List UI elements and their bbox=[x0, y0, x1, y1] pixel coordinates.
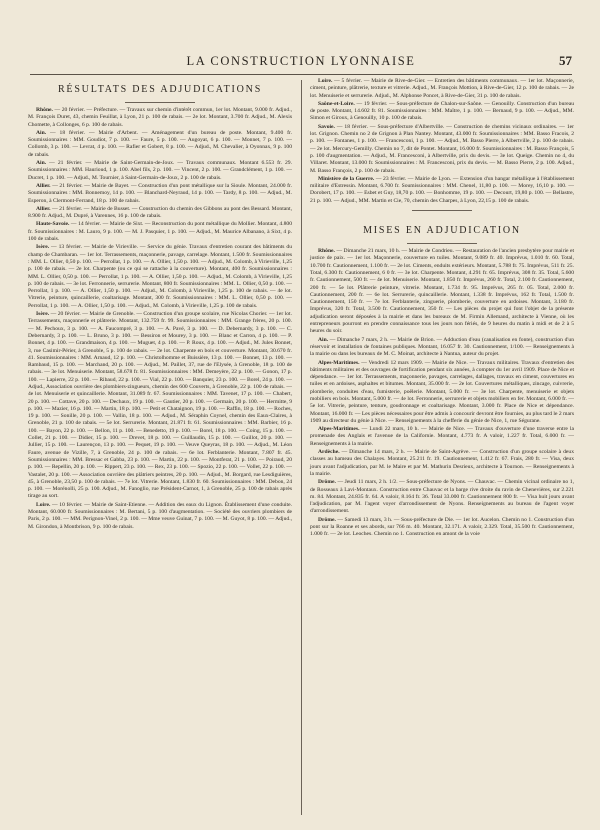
entry-department: Alpes-Maritimes. bbox=[318, 426, 360, 433]
notice-entry bbox=[310, 248, 574, 336]
entry-department: Isère. bbox=[36, 244, 50, 251]
entry-department: Ain. bbox=[318, 336, 329, 343]
notice-entry bbox=[310, 449, 574, 478]
entry-text: — 18 février. — Sous-préfecture d'Albertville. — Construction de chemins vicinaux ordinaires. — 1er lot. Grignon. Chemin no 2 de Grignon à Plan Nantey. Montant, 43.000 fr. Soumissionnaires : MM. Basso Fracois, 2 p. 100. — Fontanes, 1 p. 100. — Francesconi, 1 p. 100. — Adjud., M. Basso Pierre, à Albertville, 2 p. 100 de rabais. — 2e lot. Mercury-Gemilly. Chemin no 7, dit de Pontet. Montant, 16.000 fr. Soumissionnaires : M. Basso François, 5 p. 100 d'augmentation. — Adjud., M. Francesconi, à Albertville, prix du devis. — 3e lot. Queige. Chemin no 4, du Villaret. Montant, 13.000 fr. Soumissionnaires : M. Francesconi, prix du devis. — M. Basso Pierre, 2 p. 100. Adjud., M. Basso François, 2 p. 100 de rabais. bbox=[310, 123, 574, 174]
header-rule bbox=[30, 74, 572, 75]
entry-text: — 10 février. — Mairie de Saint-Etienne. — Addition des eaux du Lignon. Établissement d'une conduite. Montant, 60.000 fr. Soumissionnaires : M. Bertani, 5 p. 100 d'augmentation. — Société des ouvriers plombiers de Paris, 2 p. 100. — MM. Perignon-Vinel, 2 p. 100. — Mme veuve Guinat, 7 p. 100. — M. Guyot, 8 p. 100. — Adjud., M. Girondon, à Montbrison, 9 p. 100 de rabais. bbox=[28, 501, 292, 530]
entry-department: Ministère de la Guerre. bbox=[318, 175, 375, 182]
entry-department: Alpes-Maritimes. bbox=[318, 359, 360, 366]
entry-department: Saône-et-Loire. bbox=[318, 100, 355, 107]
notice-entry bbox=[310, 78, 574, 100]
notice-entry bbox=[28, 130, 292, 159]
entry-text: — 13 février. — Mairie de Virieville. — Service du génie. Travaux d'entretien courant des bâtiments du champ de Chambaran. — 1er lot. Terrassements, maçonnerie, pavage, carrelage. Montant, 1.500 fr. Soumissionnaires : MM. L. Ollier, 0,50 p. 100. — Perrollat, 1 p. 100. — A. Ollier, 1,50 p. 100. — Adjud., M. Colomb, à Virieville, 1,25 p. 100 de rabais. — 2e lot. Charpente (ou ce qui se rattache à la couverture). Montant, 400 fr. Soumissionnaires : MM. L. Ollier, 0,50 p. 100. — Perrollat, 1 p. 100. — A. Ollier, 1,50 p. 100. — Adjud., M. Colomb, à Virieville, 1,25 p. 100 de rabais. — 3e lot. Ferronnerie, serrurerie. Montant, 800 fr. Soumissionnaires : MM. L. Ollier, 0,50 p. 100. — Perrollat, 1 p. 100. — A. Ollier, 1,50 p. 100. — Adjud., M. Colomb, à Virieville, 1,25 p. 100 de rabais. — 4e lot. Vitrerie, peinture, quincaillerie, coaltarisage. Montant, 300 fr. Soumissionnaires : MM. L. Ollier, 0,50 p. 100. — Perrollat, 1 p. 100. — A. Ollier, 1,50 p. 100. — Adjud., M. Colomb, à Virieville, 1,25 p. 100 de rabais. bbox=[28, 244, 292, 309]
entry-text: — Vendredi 12 mars 1909. — Mairie de Nice. — Travaux militaires. Travaux d'entretien des bâtiments militaires et des ouvrages de fortification pendant six années, à compter du 1er avril 1909. Place de Nice et dépendance. — 1er lot. Terrassements, maçonnerie, pavages, carrelages, dallages, travaux en ciment, couvertures en tuiles et en ardoises, asphaltes et bitumes. Montant, 35.000 fr. — 2e lot. Couvertures métalliques, zincage, cuivrerie, plomberie, conduites d'eau, fumisterie, poêlerie. Montant, 5.000 fr. — 3e lot. Charpente, menuiserie et objets mobiliers en bois. Montant, 5.000 fr. — 4e lot. Ferronnerie, serrurerie et objets mobiliers en fer. Montant, 6.000 fr. — 5e lot. Vitrerie, peinture, tenture, goudronnage et coaltarisage. Montant, 3.000 fr. Place de Nice et dépendance. Montant, 16.000 fr. — Les pièces nécessaires pour être admis à concourir devront être fournies, au plus tard le 2 mars 1909 au directeur du génie à Nice. — Renseignements à la chefferie du génie de Nice, 1, rue Ségurane. bbox=[310, 359, 574, 424]
entry-text: — 21 février. — Mairie de Busset. — Construction du chemin des Gibbons au pont des Bessard. Montant, 8.900 fr. Adjud., M. Dupré, à Varennes, 16 p. 100 de rabais. bbox=[28, 205, 292, 220]
entry-text: — Samedi 13 mars, 3 h. — Sous-préfecture de Die. — 1er lot. Aucelon. Chemin no 1. Construction d'un pont sur la Roanne et ses abords, sur 766 m. 40. Montant, 32.171. A valoir, 2.329. Total, 35.500 fr. Cautionnement, 1.000 fr. — 2e lot. Leoches. Chemin no 1. Construction en amont de la voie bbox=[310, 516, 574, 538]
notice-entry bbox=[28, 221, 292, 243]
entry-department: Ain. bbox=[36, 129, 47, 136]
entry-text: — 18 février. — Mairie d'Arbent. — Aménagement d'un bureau de poste. Montant, 9.400 fr. Soumissionnaires : MM. Goudiot, 7 p. 100. — Faure, 5 p. 100. — Augoyat, 6 p. 100. — Monnet, 7 p. 100. — Collomb, 3 p. 100. — Levrat, 4 p. 100. — Rafier et Gobert, 8 p. 100. — Adjud., M. Chevalier, à Oyonnax, 9 p. 100 de rabais. bbox=[28, 129, 292, 158]
entry-text: — 20 février. — Préfecture. — Travaux sur chemin d'intérêt commun, 1er lot. Montant, 9.000 fr. Adjud., M. François Duret, 43, chemin Feuillat, à Lyon, 21 p. 100 de rabais. — 2e lot. Montant, 3.700 fr. Adjud., M. Alexis Chomette, à Collonges, 6 p. 100 de rabais. bbox=[28, 107, 292, 128]
entry-department: Ain. bbox=[36, 160, 47, 167]
left-column bbox=[28, 78, 292, 532]
entry-department: Ardèche. bbox=[318, 449, 340, 456]
right-column bbox=[310, 78, 574, 540]
entry-department: Savoie. bbox=[318, 123, 335, 130]
notice-entry bbox=[310, 176, 574, 205]
left-entries bbox=[28, 107, 292, 531]
notice-entry bbox=[310, 517, 574, 539]
entry-text: — Dimanche 7 mars, 2 h. — Mairie de Brion. — Adduction d'eau (canalisation en fonte), construction d'un réservoir et installation de fontaines publiques. Montant, 16.057 fr. 30. Cautionnement, 1/100. — Renseignements à la mairie ou dans les bureaux de M. C. Moinat, architecte à Nantua, auteur du projet. bbox=[310, 336, 574, 358]
entry-text: — Dimanche 14 mars, 2 h. — Mairie de Saint-Agrève. — Construction d'un groupe scolaire à deux classes au hameau des Chalayes. Montant, 25.211 fr. 19. Cautionnement, 1.412 fr. 67. Frais, 280 fr. — Visa, deux jours avant l'adjudication, par M. le Maire et par M. Mathurin Desrieux, architecte à Tournon. — Renseignements à la mairie. bbox=[310, 449, 574, 477]
entry-department: Haute-Savoie. bbox=[36, 221, 70, 228]
entry-department: Isère. bbox=[36, 311, 50, 318]
separator-ornament bbox=[310, 207, 574, 215]
page-header bbox=[30, 54, 572, 74]
section-title-mises: MISES EN ADJUDICATION bbox=[363, 225, 521, 237]
entry-text: — Dimanche 21 mars, 10 h. — Mairie de Condrieu. — Restauration de l'ancien presbytère pour mairie et justice de paix. — 1er lot. Maçonnerie, couverture en tuiles. Montant, 9.089 fr. 40. Imprévus, 1.010 fr. 60. Total, 10.700 fr. Cautionnement, 1.100 fr. — 2e lot. Ciments, enduits extérieurs. Montant, 5.788 fr. 75. Imprévus, 511 fr. 25. Total, 6.300 fr. Cautionnement, 6 0 fr. — 3e lot. Charpente. Montant, 4.291 fr. 65. Imprévus, 308 fr. 35. Total, 5.600 fr. Cautionnement, 500 fr. — 4e lot. Menuiserie. Montant, 1.850 fr. Imprévus, 260 fr. Total, 2.100 fr. Cautionnement, 200 fr. — 5e lot. Plâtrerie peinture, vitrerie. Montant, 1.734 fr. 95. Imprévus, 265 fr. 05. Total, 2.000 fr. Cautionnement, 200 fr. — 6e lot. Serrurerie, quincaillerie. Montant, 1.338 fr. Imprévus, 162 fr. Total, 1.500 fr. Cautionnement, 150 fr. — 7e lot. Ferblanterie, zinguerie, plomberie, couverture en ardoises. Montant, 3.180 fr. Imprévus, 320 fr. Total, 3.500 fr. Cautionnement, 350 fr. — Les pièces du projet qui font l'objet de la présente adjudication seront déposées à la mairie et dans les bureaux de M. Firmin Allemand, architecte à Vienne, où les entrepreneurs pourront en prendre connaissance tous les jours non fériés, de 9 heures du matin à midi et de 2 à 5 heures du soir. bbox=[310, 248, 574, 335]
entry-text: — 19 février. — Sous-préfecture de Chalon-sur-Saône. — Genouilly. Construction d'un bureau de poste. Montant, 14.602 fr. 81. Soumissionnaires : MM. Maître, 1 p. 100. — Bernaud, 9 p. 100. — Adjud., MM. Simon et Giroux, à Genouilly, 10 p. 100 de rabais. bbox=[310, 100, 575, 122]
notice-entry bbox=[28, 107, 292, 129]
entry-department: Rhône. bbox=[36, 107, 53, 113]
entry-text: — 21 février. — Mairie de Saint-Germain-de-Joux. — Travaux communaux. Montant 6.553 fr. 29. Soumissionnaires : MM. Haurioud, 1 p. 100. Abel fils, 2 p. 100. — Vincent, 2 p. 100. — Grandclément, 1 p. 100. — Ducret, 1 p. 100. — Adjud., M. Tournier, à Saint-Germain-de-Joux, 2 p. 100 de rabais. bbox=[28, 160, 292, 181]
entry-text: — Jeudi 11 mars, 2 h. 1/2. — Sous-préfecture de Nyons. — Chauvac. — Chemin vicinal ordinaire no 1, de Rosseaux à Lavi-Montaux. Construction entre Chauvac et la barge rive droite du ravin de Chenevières, sur 2.221 m. 84. Montant, 24.835 fr. 64. A valoir, 8.164 fr. 36. Total 33.000 fr. Cautionnement 800 fr. — Visa huit jours avant l'adjudication, par M. l'agent voyer d'arrondissement de Nyons. Renseignements au bureau de l'agent voyer d'arrondissement. bbox=[310, 479, 574, 515]
entry-department: Loire. bbox=[318, 78, 333, 84]
notice-entry bbox=[310, 101, 574, 123]
right-entries bbox=[310, 248, 574, 539]
entry-text: — 23 février. — Mairie de Lyon. — Extension d'un hangar métallique à l'établissement militaire d'Estressin. Montant, 6.700 fr. Soumissionnaires : MM. Chenel, 11,80 p. 100. — Morey, 16,10 p. 100. — Dorobert, 17 p. 100. — Esbet et Guy, 18,70 p. 100. — Bonhomme, 19 p. 100. — Decourt, 19,80 p. 100. — Bellastre, 21 p. 100. — Adjud., MM. Martin et Cie, 70, chemin des Charpes, à Lyon, 22,15 p. 100 de rabais. bbox=[310, 175, 575, 204]
column-divider bbox=[301, 80, 302, 815]
page-number: 57 bbox=[559, 53, 572, 68]
notice-entry bbox=[28, 183, 292, 205]
section-rule bbox=[125, 102, 195, 103]
notice-entry bbox=[310, 337, 574, 359]
notice-entry bbox=[310, 426, 574, 448]
entry-department: Allier. bbox=[36, 182, 51, 189]
entry-department: Drôme. bbox=[318, 516, 336, 523]
entry-text: — 5 février. — Mairie de Rive-de-Gier. — Entretien des bâtiments communaux. — 1er lot. Maçonnerie, ciment, peinture, plâtrerie, texture et vitrerie. Adjud., M. François Mottion, à Rive-de-Gier, 12 p. 100 de rabais. — 2e lot. Menuiserie et serrurerie. Adjud., M. Alphonse Poncet, à Rive-de-Gier, 31 p. 100 de rabais. bbox=[310, 78, 574, 99]
notice-entry bbox=[28, 206, 292, 221]
section-rule bbox=[407, 243, 477, 244]
running-title: LA CONSTRUCTION LYONNAISE bbox=[186, 54, 416, 68]
notice-entry bbox=[28, 244, 292, 310]
notice-entry bbox=[28, 502, 292, 531]
entry-department: Allier. bbox=[36, 205, 51, 212]
notice-entry bbox=[28, 311, 292, 501]
notice-entry bbox=[310, 124, 574, 175]
notice-entry bbox=[310, 479, 574, 515]
section-title-resultats: RÉSULTATS DES ADJUDICATIONS bbox=[57, 84, 263, 95]
right-top-entries bbox=[310, 78, 574, 205]
entry-text: — 14 février. — Mairie de Sixt. — Reconstruction du pont métallique du Mollier. Montant, 4.800 fr. Soumissionnaires : M. Lauro, 9 p. 100. — M. J. Pasquier, 1 p. 100. — Adjud., M. Maurice Albanano, à Sixt, 4 p. 100 de rabais. bbox=[28, 221, 292, 243]
entry-text: — Lundi 22 mars, 10 h. — Mairie de Nice. — Travaux d'ouverture d'une traverse entre la promenade des Anglais et l'avenue de la Californie. Montant, 4.773 fr. A valoir, 1.227 fr. Total, 6.000 fr. — Renseignements à la mairie. bbox=[310, 426, 574, 447]
entry-department: Drôme. bbox=[318, 479, 336, 486]
entry-department: Loire. bbox=[36, 501, 51, 508]
entry-text: — 20 février. — Mairie de Grenoble. — Construction d'un groupe scolaire, rue Nicolas Chorier. — 1er lot. Terrassements, maçonnerie et plâtrerie. Montant, 132.759 fr. 99. Soumissionnaires : MM. Grange frères, 20 p. 100. — M. Pechoux, 3 p. 100. — A. Faucompré, 3 p. 100. — A. Pavé, 3 p. 100. — D. Debernardy, 3 p. 100. — C. Debernardy, 3 p. 100. — L. Bruno, 3 p. 100. — Bessiron et Mourey, 3 p. 100. — Blanc et Carron, 4 p. 100. — P. Bonnet, 4 p. 100. — Grandmaison, 4 p. 100. — Muguet, 4 p. 100. — P. Roux, 4 p. 100. — Adjud., M. Jules Bonnet, 3, rue Casimir-Périer, à Grenoble, 5 p. 100 de rabais. — 2e lot. Charpente en bois et couverture. Montant, 30.670 fr. 41. Soumissionnaires : MM. Arnaud, 12 p. 100. — Christolhomme et Buissière, 13 p. 100. — Bonnet, 13 p. 100. — Rambaud, 15 p. 100. — Marchand, 20 p. 100. — Adjud., M. Paillet, 37, rue de l'Elysée, à Grenoble, 18 p. 100 de rabais. — 3e lot. Menuiserie. Montant, 58.678 fr. 81. Soumissionnaires : MM. Demeyère, 22 p. 100. — Gonon, 17 p. 100. — Lapierre, 22 p. 100. — Ribaud, 22 p. 100. — Vial, 22 p. 100. — Banquier, 23 p. 100. — Borel, 24 p. 100. — Adjud., Association ouvrière des plombiers-zingueurs, chemin des 600 Couverts, à Grenoble, 22 p. 100 de rabais. — 4e lot. Menuiserie et quincaillerie. Montant, 31.089 fr. 67. Soumissionnaires : MM. Tavenet, 17 p. 100. — Chabert, 20 p. 100. — Cottave, 20 p. 100. — Dechaux, 19 p. 100. — Gautier, 20 p. 100. — Germain, 20 p. 100. — Hermitte, 9 p. 100. — Mazier, 16 p. 100. — Martin, 18 p. 100. — Petit et Chataignon, 19 p. 100. — Raffin, 18 p. 100. — Roches, 19 p. 100. — Sonille, 20 p. 100. — Vallin, 18 p. 100. — Adjud., M. Séraphin Coynel, chemin des Eaux-Claires, à Grenoble, 21 p. 100 de rabais. — 5e lot. Serrurerie. Montant, 21.871 fr. 61. Soumissionnaires : MM. Barbier, 16 p. 100. — Bayon, 22 p. 100. — Bellon, 11 p. 100. — Benedetto, 19 p. 100. — Borel, 18 p. 100. — Coing, 15 p. 100. — Collet, 21 p. 100. — Didier, 15 p. 100. — Drevet, 18 p. 100. — Guillaudin, 15 p. 100. — Guillot, 20 p. 100. — Jullier, 15 p. 100. — Laurençon, 13 p. 100. — Pequet, 19 p. 100. — Veuve Queyras, 18 p. 100. — Adjud., M. Léon Faure, avenue de Vizille, 7, à Grenoble, 24 p. 100 de rabais. — 6e lot. Ferblanterie. Montant, 7.807 fr. 45. Soumissionnaires : MM. Bressac et Gabba, 23 p. 100. — Martin, 22 p. 100. — Montferat, 21 p. 100. — Poiraud, 20 p. 100. — Repellin, 20 p. 100. — Rippert, 23 p. 100. — Rex, 23 p. 100. — Spozio, 22 p. 100. — Vollet, 22 p. 100. — Vastalet, 20 p. 100. — Association ouvrière des plâtriers peintres, 20 p. 100. — Adjud., M. Borgard, rue Lesdiguières, 45, à Grenoble, 23,50 p. 100 de rabais. — 7e lot. Vitrerie. Montant, 1.830 fr. 60. Soumissionnaires : MM. Debon, 24 p. 100. — Morénolli, 25 p. 100. Adjud., M. Fanoglio, rue Président-Carnot, 1, à Grenoble, 25 p. 100 de rabais après tirage au sort. bbox=[28, 311, 292, 500]
entry-text: — 21 février. — Mairie de Bayet. — Construction d'un pont métallique sur la Sioule. Montant, 24.000 fr. Soumissionnaires : MM. Bonnemoy, 14 p. 100. — Blanchard-Neyraud, 14 p. 100. — Tardy, 8 p. 100. — Adjud., M. Esperon, à Clermont-Ferrand, 18 p. 100 de rabais. bbox=[28, 182, 292, 204]
entry-department: Rhône. bbox=[318, 248, 335, 255]
notice-entry bbox=[310, 360, 574, 426]
notice-entry bbox=[28, 160, 292, 182]
